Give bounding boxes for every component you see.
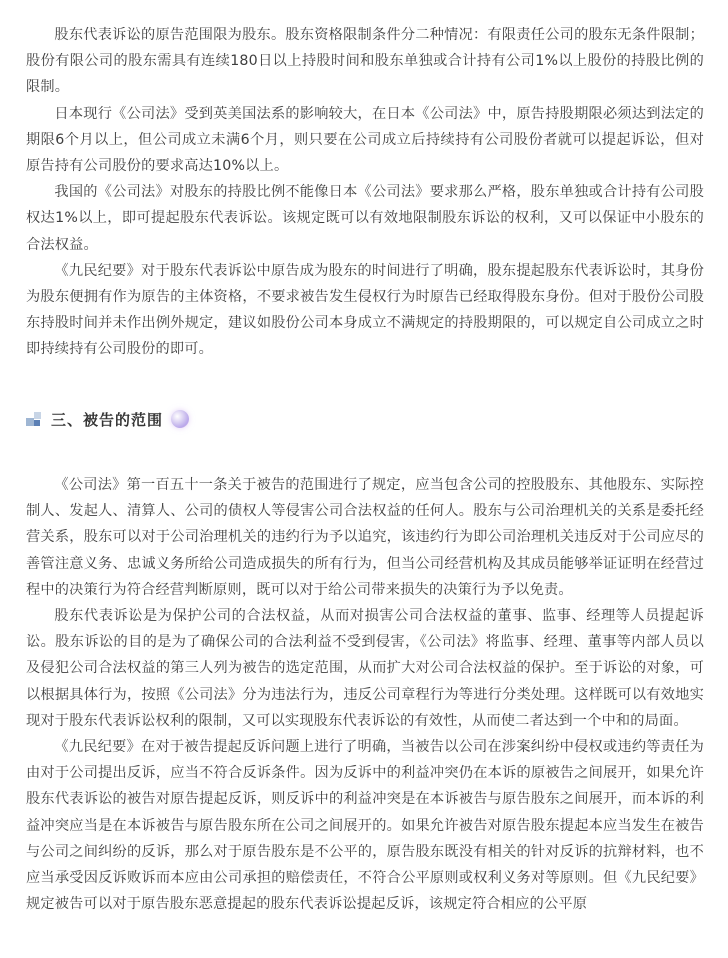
paragraph: 股东代表诉讼是为保护公司的合法权益，从而对损害公司合法权益的董事、监事、经理等人员提起诉讼。股东诉讼的目的是为了确保公司的合法利益不受到侵害，《公司法》将监事、经理、董事等内部人员以及侵犯公司合法权益的第三人列为被告的选定范围，从而扩大对公司合法权益的保护。至于诉讼的对象，可以根据具体行为，按照《公司法》分为违法行为，违反公司章程行为等进行分类处理。这样既可以有效地实现对于股东代表诉讼权利的限制，又可以实现股东代表诉讼的有效性，从而使二者达到一个中和的局面。 [26,608,704,729]
section-top [26,22,704,363]
paragraph: 我国的《公司法》对股东的持股比例不能像日本《公司法》要求那么严格，股东单独或合计持有公司股权达1%以上，即可提起股东代表诉讼。该规定既可以有效地限制股东诉讼的权利，又可以保证中小股东的合法权益。 [26,184,704,253]
paragraph: 股东代表诉讼的原告范围限为股东。股东资格限制条件分二种情况：有限责任公司的股东无条件限制；股份有限公司的股东需具有连续180日以上持股时间和股东单独或合计持有公司1%以上股份的持股比例的限制。 [26,27,704,96]
squares-decoration-icon [26,410,44,428]
paragraph: 《九民纪要》对于股东代表诉讼中原告成为股东的时间进行了明确，股东提起股东代表诉讼时，其身份为股东便拥有作为原告的主体资格，不要求被告发生侵权行为时原告已经取得股东身份。但对于股份公司股东持股时间并未作出例外规定，建议如股份公司本身成立不满规定的持股期限的，可以规定自公司成立之时即持续持有公司股份的即可。 [26,262,704,358]
section-bottom [26,472,704,917]
section-heading-title: 三、被告的范围 [51,410,164,429]
bubble-decoration-icon [171,410,189,428]
paragraph: 日本现行《公司法》受到英美国法系的影响较大，在日本《公司法》中，原告持股期限必须达到法定的期限6个月以上，但公司成立未满6个月，则只要在公司成立后持续持有公司股份者就可以提起诉讼，但对原告持有公司股份的要求高达10%以上。 [26,105,704,175]
paragraph: 《公司法》第一百五十一条关于被告的范围进行了规定，应当包含公司的控股股东、其他股东、实际控制人、发起人、清算人、公司的债权人等侵害公司合法权益的任何人。股东与公司治理机关的关系是委托经营关系，股东可以对于公司治理机关的违约行为予以追究，该违约行为即公司治理机关违反对于公司应尽的善管注意义务、忠诚义务所给公司造成损失的所有行为，但当公司经营机构及其成员能够举证证明在经营过程中的决策行为符合经营判断原则，既可以对于给公司带来损失的决策行为予以免责。 [26,477,704,598]
paragraph: 《九民纪要》在对于被告提起反诉问题上进行了明确，当被告以公司在涉案纠纷中侵权或违约等责任为由对于公司提出反诉，应当不符合反诉条件。因为反诉中的利益冲突仍在本诉的原被告之间展开，如果允许股东代表诉讼的被告对原告提起反诉，则反诉中的利益冲突是在本诉被告与原告股东之间展开，而本诉的利益冲突应当是在本诉被告与原告股东所在公司之间展开的。如果允许被告对原告股东提起本应当发生在被告与公司之间纠纷的反诉，那么对于原告股东是不公平的，原告股东既没有相关的针对反诉的抗辩材料，也不应当承受因反诉败诉而本应由公司承担的赔偿责任，不符合公平原则或权利义务对等原则。但《九民纪要》规定被告可以对于原告股东恶意提起的股东代表诉讼提起反诉，该规定符合相应的公平原 [26,739,704,913]
section-heading [26,404,189,434]
